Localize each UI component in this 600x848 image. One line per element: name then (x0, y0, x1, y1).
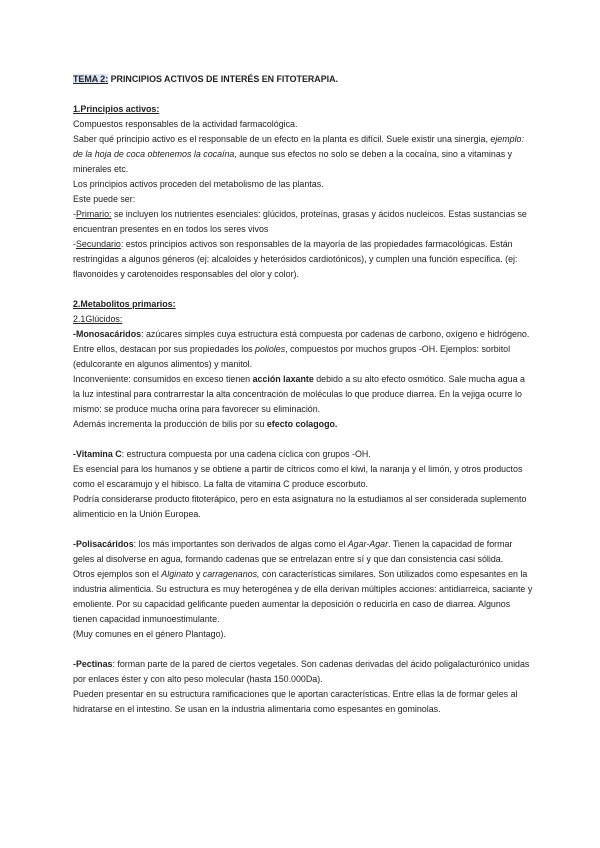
text-run: Además incrementa la producción de bilis por su (73, 419, 267, 429)
paragraph: Compuestos responsables de la actividad farmacológica. (73, 119, 298, 129)
primario-label: Primario: (75, 209, 112, 219)
paragraph (73, 417, 533, 432)
text-run: : estructura compuesta por una cadena cíclica con grupos -OH. (121, 449, 371, 459)
bold-label: -Polisacáridos (73, 539, 134, 549)
subsection-heading: 2.1Glúcidos: (73, 314, 123, 324)
italic-run: polioles (255, 344, 286, 354)
document-page (73, 72, 533, 717)
text-run: , aunque sus efectos no solo se deben a la cocaína, sino a vitaminas y minerales etc. (73, 149, 513, 174)
paragraph: Este puede ser: (73, 194, 136, 204)
section-2-heading: 2.Metabolitos primarios: (73, 299, 176, 309)
text-run: debido a su alto efecto osmótico. Sale mucha agua a la luz intestinal para contrarrestar la alta concentración de moléculas lo que produce diarrea. En la vejiga ocurre lo mismo: se produce mucha orina para favorecer su eliminación. (73, 374, 525, 414)
text-run: con características similares. Son utilizados como espesantes en la industria alimenticia. Su estructura es muy heterogénea y de ella derivan múltiples acciones: antidiarreica, saciante y emoliente. Por su capacidad gelificante pueden aumentar la deposición o reducirla en caso de diarrea. Algunos tienen capacidad inmunoestimulante. (73, 569, 533, 624)
text-run: : los más importantes son derivados de algas como el (133, 539, 348, 549)
text-run: Otros ejemplos son el (73, 569, 162, 579)
bold-label: -Monosacáridos (73, 329, 142, 339)
bold-run: efecto colagogo. (266, 419, 338, 429)
paragraph: Pueden presentar en su estructura ramificaciones que le aportan características. Entre ellas la de formar geles al hidratarse en el intestino. Se usan en la industria alimentaria como espesantes en gominolas. (73, 689, 518, 714)
bold-label: -Vitamina C (73, 449, 122, 459)
paragraph: (Muy comunes en el género Plantago). (73, 629, 226, 639)
italic-run: ejemplo: de la hoja de coca obtenemos la cocaína (73, 134, 524, 159)
paragraph (73, 567, 533, 627)
secundario-item: -Secundario: estos principios activos son responsables de la mayoría de las propiedades farmacológicas. Están restringidas a algunos géneros (ej: alcaloides y heterósidos cardiotónicos), y cumplen una función específica. (ej: flavonoides y carotenoides responsables del olor y color). (73, 239, 518, 279)
polisacaridos-paragraph (73, 537, 533, 567)
page-title (73, 72, 533, 87)
inconveniente-paragraph (73, 372, 533, 417)
primario-item: -Primario: se incluyen los nutrientes esenciales: glúcidos, proteínas, grasas y ácidos nucleicos. Estas sustancias se encuentran presentes en en todos los seres vivos (73, 209, 527, 234)
italic-run: Alginato (161, 569, 194, 579)
bold-label: -Pectinas (73, 659, 113, 669)
text-run: . Tienen la capacidad de formar geles al disolverse en agua, formando cadenas que se entrelazan entre sí y que dan consistencia casi sólida. (73, 539, 513, 564)
text-run: : azúcares simples cuya estructura está compuesta por cadenas de carbono, oxígeno e hidrógeno. Entre ellos, destacan por sus propiedades los (73, 329, 530, 354)
italic-run: Agar-Agar (347, 539, 389, 549)
title-text: PRINCIPIOS ACTIVOS DE INTERÉS EN FITOTERAPIA. (108, 74, 338, 84)
paragraph: Los principios activos proceden del metabolismo de las plantas. (73, 179, 324, 189)
text-run: Inconveniente: consumidos en exceso tienen (73, 374, 253, 384)
italic-run: carragenanos, (202, 569, 260, 579)
paragraph (73, 132, 533, 177)
text-run: : estos principios activos son responsables de la mayoría de las propiedades farmacológicas. Están restringidas a algunos géneros (ej: alcaloides y heterósidos cardiotónicos), y cumplen una función específica. (ej: flavonoides y carotenoides responsables del olor y color). (73, 239, 518, 279)
section-1-heading: 1.Principios activos: (73, 104, 160, 114)
text-run: : forman parte de la pared de ciertos vegetales. Son cadenas derivadas del ácido poligalacturónico unidas por enlaces éster y con alto peso molecular (hasta 150.000Da). (73, 659, 530, 684)
secundario-label: Secundario (75, 239, 121, 249)
monosacaridos-paragraph (73, 327, 533, 372)
text-run: , compuestos por muchos grupos -OH. Ejemplos: sorbitol (edulcorante en algunos alimentos) y manitol. (73, 344, 511, 369)
pectinas-paragraph (73, 657, 533, 687)
paragraph: Podría considerarse producto fitoterápico, pero en esta asignatura no la estudiamos al ser considerada suplemento alimenticio en la Unión Europea. (73, 494, 527, 519)
vitamina-c-paragraph (73, 447, 533, 462)
bold-run: acción laxante (252, 374, 314, 384)
text-run: y (193, 569, 203, 579)
paragraph: Es esencial para los humanos y se obtiene a partir de cítricos como el kiwi, la naranja y el limón, y otros productos como el escaramujo y el hibisco. La falta de vitamina C produce escorbuto. (73, 464, 523, 489)
text-run: Saber qué principio activo es el responsable de un efecto en la planta es difícil. Suele existir una sinergia, (73, 134, 491, 144)
text-run: se incluyen los nutrientes esenciales: glúcidos, proteínas, grasas y ácidos nucleicos. Estas sustancias se encuentran presentes en en todos los seres vivos (73, 209, 527, 234)
title-prefix: TEMA 2: (73, 74, 109, 84)
